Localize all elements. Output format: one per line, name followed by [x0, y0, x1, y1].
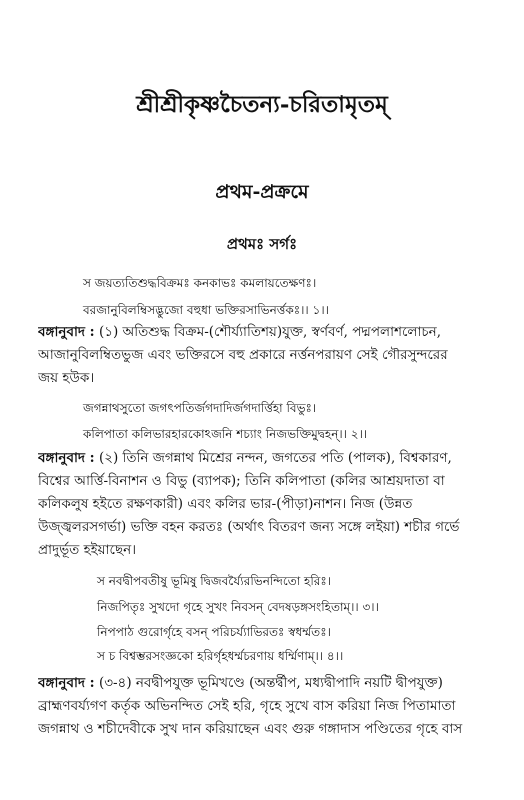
translation-line: বঙ্গানুবাদ : (৩-৪) নবদ্বীপযুক্ত ভূমিখণ্ডে (অন্তর্দ্বীপ, মধ্যদ্বীপাদি নয়টি দ্বীপযুক্ত): [38, 675, 443, 691]
translation-line: জগন্নাথ ও শচীদেবীকে সুখ দান করিয়াছেন এবং গুরু গঙ্গাদাস পণ্ডিতের গৃহে বাস: [38, 721, 463, 737]
translation-line: কলিকলুষ হইতে রক্ষণকারী) এবং কলির ভার-(পীড়া)নাশন। নিজ (উন্নত: [38, 496, 413, 512]
canto-heading: প্রথমঃ সর্গঃ: [226, 235, 298, 253]
verse-line: কলিপাতা কলিভারহারকোঽজনি শচ্যাং নিজভক্তিমুদ্বহন্।। ২।।: [83, 427, 368, 441]
translation-label: বঙ্গানুবাদ :: [38, 324, 95, 340]
translation-line: বঙ্গানুবাদ : (২) তিনি জগন্নাথ মিশ্রের নন্দন, জগতের পতি (পালক), বিশ্বকারণ,: [38, 450, 452, 466]
verse-line: স চ বিশ্বম্ভরসংজ্ঞকো হরির্গৃহধর্ম্মচরণায় ধর্ম্মিণাম্।। ৪।।: [97, 649, 344, 663]
section-heading: প্রথম-প্রক্রমে: [215, 181, 309, 203]
verse-line: বরজানুবিলম্বিসদ্ভুজো বহুধা ভক্তিরসাভিনর্ত্তকঃ।। ১।।: [83, 303, 329, 317]
verse-line: নিপপাঠ গুরোর্গৃহে বসন্ পরিচর্য্যাভিরতঃ স্বধর্ম্মতঃ।: [97, 625, 331, 639]
verse-line: জগন্নাথসুতো জগৎপতির্জগদাদির্জগদার্ত্তিহা বিভুঃ।: [83, 401, 317, 415]
translation-label: বঙ্গানুবাদ :: [38, 675, 95, 691]
verse-line: স জয়ত্যতিশুদ্ধবিক্রমঃ কনকাভঃ কমলায়তেক্ষণঃ।: [83, 276, 317, 290]
translation-paragraph: [38, 672, 488, 741]
translation-line: আজানুবিলম্বিতভুজ এবং ভক্তিরসে বহু প্রকারে নর্ত্তনপরায়ণ সেই গৌরসুন্দরের: [38, 347, 448, 363]
translation-paragraph: [38, 447, 488, 562]
translation-label: বঙ্গানুবাদ :: [38, 450, 95, 466]
translation-line: বিশ্বের আর্ত্তি-বিনাশন ও বিভু (ব্যাপক); তিনি কলিপাতা (কলির আশ্রয়দাতা বা: [38, 473, 445, 489]
translation-line: জয় হউক।: [38, 370, 95, 386]
verse-line: নিজপিতৃঃ সুখদো গৃহে সুখং নিবসন্ বেদষড়ঙ্গসংহিতাম্।। ৩।।: [97, 600, 379, 614]
book-title: শ্রীশ্রীকৃষ্ণচৈতন্য-চরিতামৃতম্: [136, 91, 388, 118]
translation-line: প্রাদুর্ভূত হইয়াছেন।: [38, 542, 137, 558]
verse-line: স নবদ্বীপবতীষু ভূমিষু দ্বিজবর্য্যৈরভিনন্দিতো হরিঃ।: [97, 574, 332, 588]
translation-line: বঙ্গানুবাদ : (১) অতিশুদ্ধ বিক্রম-(শৌর্য্যাতিশয়)যুক্ত, স্বর্ণবর্ণ, পদ্মপলাশলোচন,: [38, 324, 441, 340]
translation-paragraph: [38, 321, 488, 390]
translation-line: ব্রাহ্মণবর্য্যগণ কর্তৃক অভিনন্দিত সেই হরি, গৃহে সুখে বাস করিয়া নিজ পিতামাতা: [38, 698, 456, 714]
translation-line: উজ্জ্বলরসগর্ভা) ভক্তি বহন করতঃ (অর্থাৎ বিতরণ জন্য সঙ্গে লইয়া) শচীর গর্ভে: [38, 519, 460, 535]
